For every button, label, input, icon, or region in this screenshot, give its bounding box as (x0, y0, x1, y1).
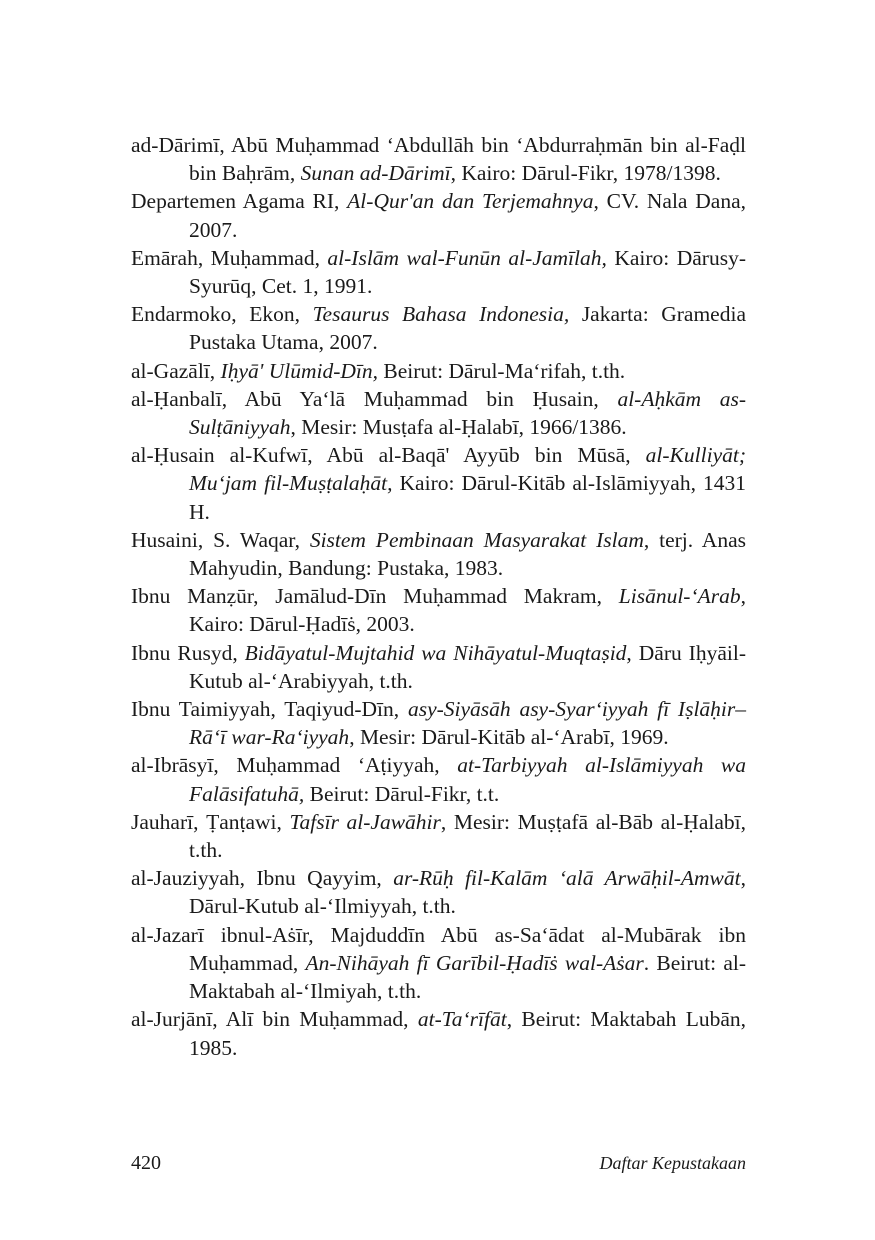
reference-publication: , Kairo: Dārul-Ḥadīṡ, 2003. (189, 584, 746, 637)
reference-author: Ibnu Rusyd, (131, 640, 245, 665)
reference-title: Sistem Pembinaan Masyarakat Islam (309, 527, 644, 552)
reference-publication: Kairo: Dārul-Kitāb al-Islāmiyyah, 1431 H. (189, 471, 746, 524)
reference-publication: , Beirut: Maktabah Lubān, 1985. (189, 1007, 747, 1060)
reference-entry (131, 639, 746, 695)
reference-title: Bidāyatul-Mujtahid wa Nihāyatul-Muqtaṣid (244, 640, 627, 665)
reference-entry (131, 582, 746, 638)
reference-entry (131, 921, 746, 1006)
reference-author: Endarmoko, Ekon, (131, 302, 313, 327)
reference-title: at-Tarbiyyah al-Islāmiyyah wa Falāsifatuhā, (189, 753, 746, 806)
reference-publication: , Dārul-Kutub al-‘Ilmiyyah, t.th. (189, 866, 746, 919)
reference-title: ar-Rūḥ fil-Kalām ‘alā Arwāḥil-Amwāt (393, 866, 741, 891)
reference-entry (131, 385, 746, 441)
reference-author: al-Ḥusain al-Kufwī, Abū al-Baqā' Ayyūb bin Mūsā, (131, 443, 646, 468)
reference-author: Emārah, Muḥammad, (131, 245, 328, 270)
reference-title: Lisānul-‘Arab (618, 584, 741, 609)
reference-title: Al-Qur'an dan Terjemahnya (347, 189, 594, 214)
reference-title: al-Aḥkām as-Sulṭāniyyah (189, 386, 746, 440)
reference-publication: , Mesir: Dārul-Kitāb al-‘Arabī, 1969. (349, 725, 669, 750)
reference-author: al-Jauziyyah, Ibnu Qayyim, (131, 866, 394, 891)
reference-title: asy-Siyāsāh asy-Syar‘iyyah fī Iṣlāḥir–Rā‘ī war-Ra‘iyyah (189, 697, 747, 750)
reference-author: al-Jazarī ibnul-Aṡīr, Majduddīn Abū as-Sa‘ādat al-Mubārak ibn Muḥammad, (131, 922, 746, 975)
reference-author: Ibnu Taimiyyah, Taqiyud-Dīn, (131, 697, 408, 722)
reference-publication: . Beirut: al-Maktabah al-‘Ilmiyah, t.th. (189, 950, 747, 1004)
reference-entry (131, 357, 746, 385)
reference-entry (131, 695, 746, 751)
reference-publication: , Dāru Iḥyāil-Kutub al-‘Arabiyyah, t.th. (189, 640, 746, 693)
reference-title: Iḥyā' Ulūmid-Dīn, (220, 358, 378, 383)
reference-publication: , Mesir: Musṭafa al-Ḥalabī, 1966/1386. (290, 415, 627, 440)
reference-list (131, 131, 746, 1062)
reference-publication: Beirut: Dārul-Ma‘rifah, t.th. (378, 358, 626, 383)
reference-publication: , Kairo: Dārul-Fikr, 1978/1398. (450, 161, 721, 186)
running-title: Daftar Kepustakaan (599, 1153, 746, 1173)
reference-author: al-Jurjānī, Alī bin Muḥammad, (131, 1007, 418, 1032)
reference-publication: Jakarta: Gramedia Pustaka Utama, 2007. (189, 302, 746, 355)
reference-title: al-Islām wal-Funūn al-Jamīlah, (327, 245, 607, 270)
reference-entry (131, 300, 746, 356)
reference-author: Jauharī, Ṭanṭawi, (131, 809, 290, 834)
reference-publication: , CV. Nala Dana, 2007. (189, 189, 746, 242)
reference-entry (131, 808, 746, 864)
reference-publication: , terj. Anas Mahyudin, Bandung: Pustaka, 1983. (189, 527, 746, 581)
reference-author: Husaini, S. Waqar, (131, 527, 310, 552)
page-number: 420 (131, 1152, 161, 1174)
reference-title: al-Kulliyāt; Mu‘jam fil-Muṣṭalaḥāt, (189, 443, 746, 496)
reference-entry (131, 1005, 746, 1061)
reference-entry (131, 131, 746, 187)
reference-author: al-Gazālī, (131, 358, 221, 383)
reference-entry (131, 244, 746, 300)
reference-title: Tesaurus Bahasa Indonesia, (312, 302, 570, 327)
reference-title: Tafsīr al-Jawāhir (289, 809, 441, 834)
reference-entry (131, 526, 746, 582)
reference-publication: , Mesir: Muṣṭafā al-Bāb al-Ḥalabī, t.th. (189, 809, 746, 863)
reference-entry (131, 441, 746, 526)
reference-title: Sunan ad-Dārimī (300, 161, 451, 186)
reference-entry (131, 864, 746, 920)
reference-title: at-Ta‘rīfāt (417, 1007, 507, 1032)
reference-author: Departemen Agama RI, (131, 189, 348, 214)
reference-author: ad-Dārimī, Abū Muḥammad ‘Abdullāh bin ‘Abdurraḥmān bin al-Faḍl bin Baḥrām, (131, 133, 746, 186)
reference-entry (131, 751, 746, 807)
reference-entry (131, 187, 746, 243)
reference-author: al-Ibrāsyī, Muḥammad ‘Aṭiyyah, (131, 753, 458, 778)
reference-author: Ibnu Manẓūr, Jamālud-Dīn Muḥammad Makram, (131, 584, 619, 609)
reference-publication: Beirut: Dārul-Fikr, t.t. (304, 781, 500, 806)
reference-publication: Kairo: Dārusy-Syurūq, Cet. 1, 1991. (189, 245, 746, 299)
reference-title: An-Nihāyah fī Garībil-Ḥadīṡ wal-Aṡar (305, 950, 644, 975)
reference-author: al-Ḥanbalī, Abū Ya‘lā Muḥammad bin Ḥusain, (131, 386, 618, 411)
